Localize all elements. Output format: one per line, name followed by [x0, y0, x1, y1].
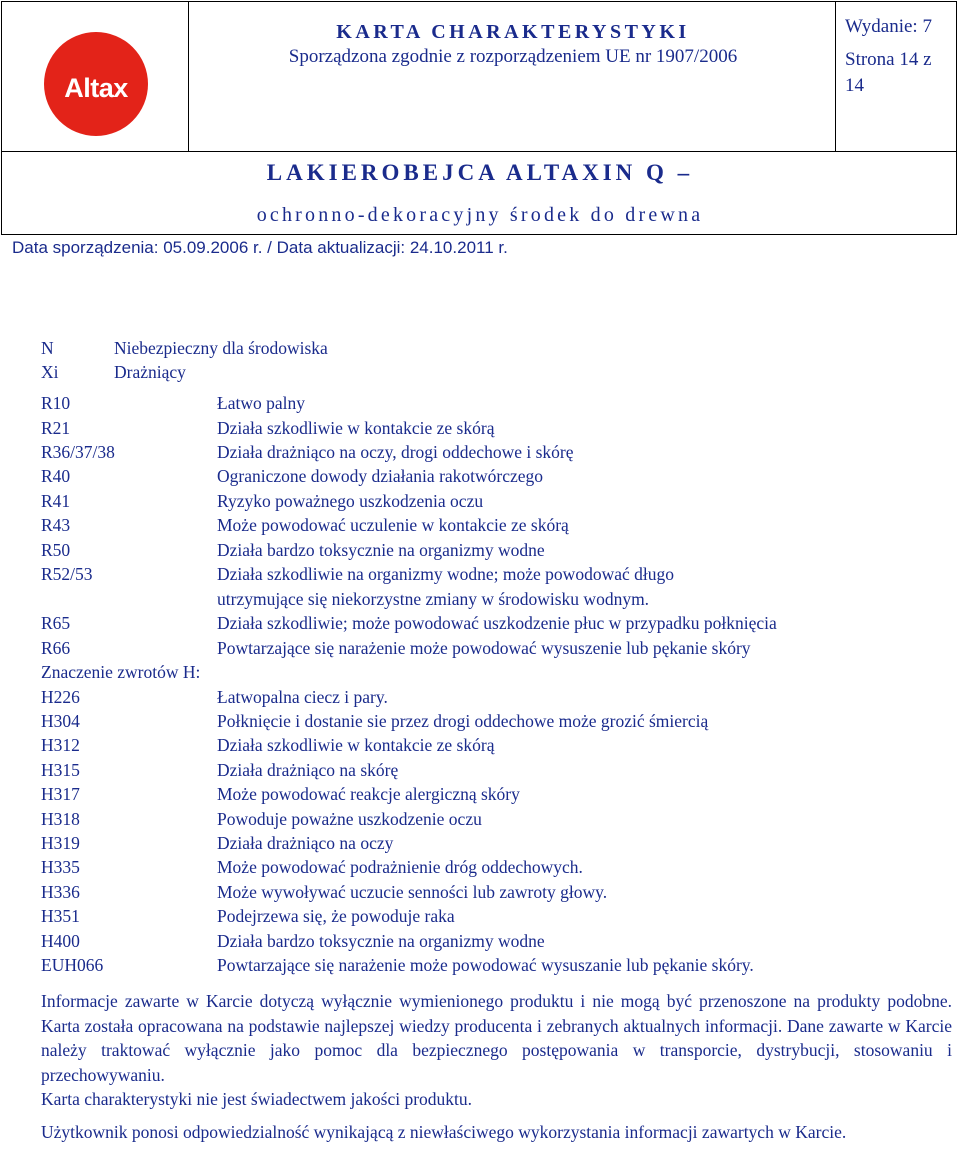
h-phrase-code: H336 [41, 882, 80, 902]
h-phrase-code: H318 [41, 809, 80, 829]
hazard-symbol-row [41, 336, 328, 360]
hazard-code: Xi [41, 362, 59, 382]
page-number: Strona 14 z 14 [845, 49, 932, 96]
r-phrase-row [41, 562, 674, 586]
r-phrase-code: R66 [41, 638, 71, 658]
h-phrase-row [41, 953, 754, 977]
r-phrase-code: R41 [41, 491, 71, 511]
r-phrase-row [41, 464, 543, 488]
edition-cell [837, 2, 957, 152]
h-phrase-code: H315 [41, 760, 80, 780]
hazard-text: Drażniący [114, 362, 186, 382]
r-phrase-code: R52/53 [41, 564, 93, 584]
r-phrase-code: R50 [41, 540, 71, 560]
h-phrase-code: H317 [41, 784, 80, 804]
r-phrase-text: Działa szkodliwie na organizmy wodne; może powodować długo [217, 564, 674, 584]
h-phrase-text: Działa drażniąco na skórę [217, 760, 399, 780]
r-phrase-text: Może powodować uczulenie w kontakcie ze skórą [217, 515, 569, 535]
r-phrase-row [41, 611, 777, 635]
h-phrase-row [41, 929, 545, 953]
h-phrase-text: Powoduje poważne uszkodzenie oczu [217, 809, 482, 829]
h-phrase-row [41, 782, 520, 806]
h-phrase-code: H312 [41, 735, 80, 755]
h-phrase-row [41, 831, 393, 855]
r-phrase-code: R65 [41, 613, 71, 633]
hazard-code: N [41, 338, 54, 358]
h-phrase-code: EUH066 [41, 955, 104, 975]
r-phrase-row [41, 636, 751, 660]
document-subtitle: Sporządzona zgodnie z rozporządzeniem UE nr 1907/2006 [288, 46, 738, 67]
title-cell [190, 2, 836, 152]
r-phrase-code: R36/37/38 [41, 442, 115, 462]
h-phrase-code: H400 [41, 931, 80, 951]
r-phrase-row [41, 391, 305, 415]
h-phrase-row [41, 685, 388, 709]
h-phrase-text: Podejrzewa się, że powoduje raka [217, 906, 455, 926]
closing-notes [41, 989, 952, 1144]
r-phrase-text: Powtarzające się narażenie może powodować wysuszenie lub pękanie skóry [217, 638, 751, 658]
r-phrase-text: Ryzyko poważnego uszkodzenia oczu [217, 491, 484, 511]
r-phrase-row [41, 416, 494, 440]
responsibility-note: Użytkownik ponosi odpowiedzialność wynikającą z niewłaściwego wykorzystania informacji zawartych w Karcie. [41, 1121, 847, 1142]
h-phrase-text: Działa drażniąco na oczy [217, 833, 394, 853]
h-phrase-text: Łatwopalna ciecz i pary. [217, 687, 388, 707]
hazard-symbol-row [41, 360, 186, 384]
r-phrase-code: R21 [41, 418, 71, 438]
h-phrase-row [41, 880, 607, 904]
h-phrase-text: Powtarzające się narażenie może powodować wysuszanie lub pękanie skóry. [217, 955, 754, 975]
h-phrase-row [41, 758, 398, 782]
quality-note: Karta charakterystyki nie jest świadectwem jakości produktu. [41, 1089, 473, 1109]
product-description: ochronno-dekoracyjny środek do drewna [256, 204, 704, 226]
h-phrase-row [41, 807, 482, 831]
r-phrase-row [41, 489, 483, 513]
r-phrase-code: R10 [41, 393, 71, 413]
hazard-text: Niebezpieczny dla środowiska [114, 338, 328, 358]
h-phrase-code: H351 [41, 906, 80, 926]
r-phrase-text: Działa drażniąco na oczy, drogi oddechowe i skórę [217, 442, 574, 462]
h-phrase-text: Działa bardzo toksycznie na organizmy wodne [217, 931, 545, 951]
r-phrase-text: Działa szkodliwie w kontakcie ze skórą [217, 418, 495, 438]
h-phrase-text: Może powodować podrażnienie dróg oddechowych. [217, 857, 583, 877]
h-phrase-text: Połknięcie i dostanie sie przez drogi oddechowe może grozić śmiercią [217, 711, 709, 731]
h-phrase-row [41, 733, 494, 757]
logo-text: Altax [64, 73, 128, 103]
h-phrase-row [41, 709, 708, 733]
info-paragraph: Informacje zawarte w Karcie dotyczą wyłącznie wymienionego produktu i nie mogą być przenoszone na produkty podobne. Karta została opracowana na podstawie najlepszej wiedzy producenta i zebranych aktualnych informacji. Dane zawarte w Karcie należy traktować wyłącznie jako pomoc dla bezpiecznego postępowania w transporcie, dystrybucji, stosowaniu i przechowywaniu. [41, 991, 952, 1085]
document-title: KARTA CHARAKTERYSTYKI [336, 21, 690, 43]
logo-cell [2, 2, 189, 152]
h-phrase-code: H319 [41, 833, 80, 853]
altax-logo [44, 32, 148, 136]
h-phrase-text: Może powodować reakcje alergiczną skóry [217, 784, 520, 804]
product-name: LAKIEROBEJCA ALTAXIN Q – [266, 160, 694, 185]
document-dates: Data sporządzenia: 05.09.2006 r. / Data aktualizacji: 24.10.2011 r. [12, 238, 508, 257]
r-phrase-text: Ograniczone dowody działania rakotwórczego [217, 466, 544, 486]
document-header [1, 1, 957, 235]
h-phrases-heading: Znaczenie zwrotów H: [41, 662, 201, 682]
h-phrase-text: Działa szkodliwie w kontakcie ze skórą [217, 735, 495, 755]
r-phrase-row [41, 440, 574, 464]
r-phrase-text: Działa bardzo toksycznie na organizmy wodne [217, 540, 545, 560]
r-phrase-text: Łatwo palny [217, 393, 305, 413]
edition-label: Wydanie: 7 [845, 16, 932, 37]
h-phrase-text: Może wywoływać uczucie senności lub zawroty głowy. [217, 882, 608, 902]
h-phrase-row [41, 855, 583, 879]
h-phrase-code: H226 [41, 687, 80, 707]
h-phrase-code: H304 [41, 711, 80, 731]
r-phrase-row [41, 538, 545, 562]
r-phrase-continuation: utrzymujące się niekorzystne zmiany w środowisku wodnym. [217, 589, 650, 609]
h-phrase-code: H335 [41, 857, 80, 877]
r-phrase-row [41, 513, 569, 537]
r-phrase-text: Działa szkodliwie; może powodować uszkodzenie płuc w przypadku połknięcia [217, 613, 777, 633]
h-phrase-row [41, 904, 455, 928]
r-phrase-code: R40 [41, 466, 71, 486]
r-phrase-code: R43 [41, 515, 71, 535]
